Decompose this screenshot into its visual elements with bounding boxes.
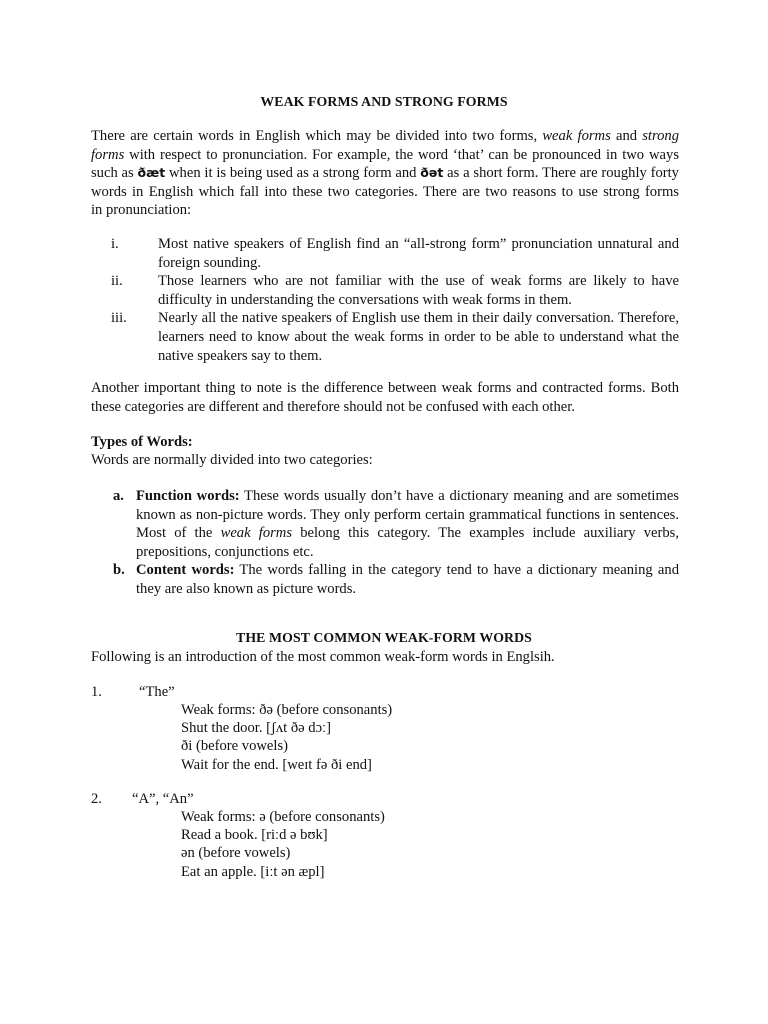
note-paragraph: Another important thing to note is the difference between weak forms and contracted forms. Both these categories are different and therefore should not be confused with each other. xyxy=(91,380,679,415)
list-item xyxy=(91,309,679,365)
intro-paragraph xyxy=(91,127,679,220)
page-title: WEAK FORMS AND STRONG FORMS xyxy=(260,94,508,109)
entry-word: “A”, “An” xyxy=(132,791,194,807)
weak-form-entry xyxy=(91,683,691,773)
intro-text: when it is being used as a strong form and xyxy=(165,165,421,182)
list-item-text: Those learners who are not familiar with the use of weak forms are likely to have difficulty in understanding the conversations with weak forms in them. xyxy=(158,273,679,308)
list-item-text xyxy=(136,561,679,598)
list-number: i. xyxy=(111,236,119,252)
intro-text: as a short form. There are roughly forty xyxy=(443,165,679,182)
entry-line: Read a book. [riːd ə bʊk] xyxy=(181,827,328,844)
list-number: iii. xyxy=(111,310,127,327)
list-item xyxy=(91,272,679,309)
term-strong: strong xyxy=(642,128,679,144)
types-intro: Words are normally divided into two categories: xyxy=(91,452,373,468)
entry-line: ði (before vowels) xyxy=(181,738,288,755)
section-heading: THE MOST COMMON WEAK-FORM WORDS xyxy=(236,630,532,645)
intro-line xyxy=(91,127,679,146)
term-weak-forms: weak forms xyxy=(542,128,611,144)
list-item xyxy=(91,235,679,272)
intro-line xyxy=(91,146,679,165)
list-item xyxy=(91,561,679,598)
weak-form-entry xyxy=(91,790,691,880)
list-item-text: Nearly all the native speakers of English use them in their daily conversation. Therefore, learners need to know about the weak forms in order to be able to understand what the native speakers say to them. xyxy=(158,310,679,364)
entry-line: Eat an apple. [iːt ən æpl] xyxy=(181,863,325,880)
list-letter: b. xyxy=(113,562,125,579)
intro-line: in pronunciation: xyxy=(91,202,192,219)
entry-line: Shut the door. [ʃʌt ðə dɔː] xyxy=(181,720,331,737)
entry-line: Wait for the end. [weɪt fə ði end] xyxy=(181,756,372,773)
section-intro: Following is an introduction of the most common weak-form words in Englsih. xyxy=(91,649,555,665)
list-item xyxy=(91,487,679,561)
list-item-text xyxy=(136,487,679,561)
list-item-label: Function words: xyxy=(136,488,240,504)
term-forms: forms xyxy=(91,146,125,163)
list-item-body: belong this category. The examples include auxiliary verbs, prepositions, conjunctions etc. xyxy=(136,525,679,560)
intro-text: and xyxy=(610,128,643,144)
entry-lines xyxy=(181,701,392,774)
reasons-list xyxy=(91,235,679,365)
list-item-label: Content words: xyxy=(136,562,235,579)
intro-line xyxy=(91,164,679,183)
entry-line: ən (before vowels) xyxy=(181,845,291,862)
intro-text: with respect to pronunciation. For example, the word ‘that’ can be pronounced in two ways xyxy=(124,146,679,163)
entry-number: 2. xyxy=(91,791,102,807)
ipa-weak-form: ðət xyxy=(420,165,444,181)
entry-line: Weak forms: ə (before consonants) xyxy=(181,809,385,825)
intro-text: such as xyxy=(91,165,138,182)
types-heading xyxy=(91,433,679,452)
entry-lines xyxy=(181,808,385,881)
list-item-text: Most native speakers of English find an “all-strong form” pronunciation unnatural and foreign sounding. xyxy=(158,236,679,271)
list-item-body: The words falling in the category tend to have a dictionary meaning and they are also known as picture words. xyxy=(136,562,680,597)
entry-word: “The” xyxy=(139,684,175,700)
intro-line: words in English which fall into these two categories. There are two reasons to use strong forms xyxy=(91,183,679,200)
types-heading-text: Types of Words: xyxy=(91,434,193,450)
list-item-emphasis: weak forms xyxy=(220,525,293,542)
list-item-body: These words usually don’t have a dictionary meaning and are sometimes known as non-picture words. They only perform certain grammatical functions in sentences. Most of the xyxy=(136,488,679,542)
entry-line: Weak forms: ðə (before consonants) xyxy=(181,702,393,718)
word-types-list xyxy=(91,487,679,599)
entry-number: 1. xyxy=(91,684,102,700)
ipa-strong-form: ðæt xyxy=(137,165,166,181)
list-number: ii. xyxy=(111,273,123,290)
intro-text: There are certain words in English which may be divided into two forms, xyxy=(91,128,543,144)
list-letter: a. xyxy=(113,488,124,504)
